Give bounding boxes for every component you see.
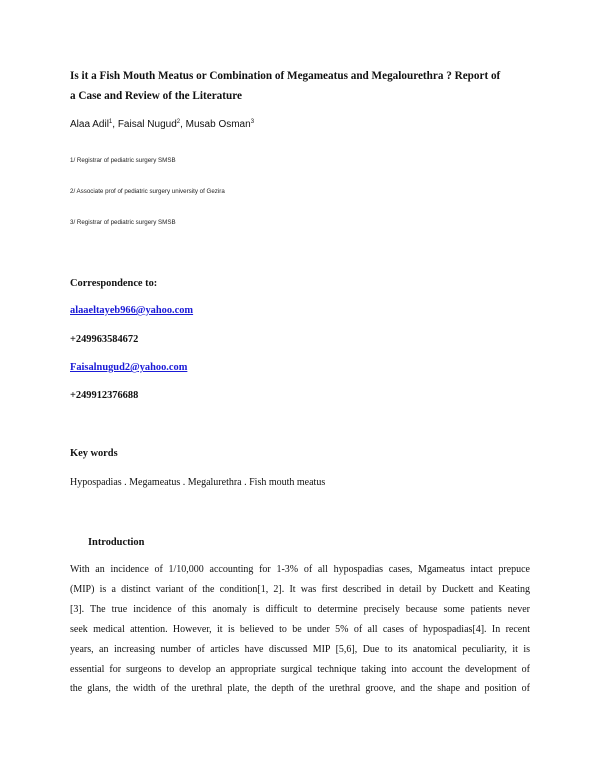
affiliation-3: 3/ Registrar of pediatric surgery SMSB: [70, 219, 176, 226]
author-affiliation-mark: 3: [250, 119, 255, 125]
email-link-1[interactable]: alaaeltayeb966@yahoo.com: [70, 305, 194, 316]
author-list: [70, 119, 254, 130]
paragraph-line: seek medical attention. However, it is believed to be under 5% of all cases of hypospadias[4]. In recent: [70, 623, 530, 635]
correspondence-label: Correspondence to:: [70, 278, 158, 289]
affiliation-2: 2/ Associate prof of pediatric surgery university of Gezira: [70, 188, 225, 195]
introduction-paragraph: [70, 560, 530, 699]
paragraph-line: (MIP) is a distinct variant of the condition[1, 2]. It was first described in detail by Duckett and Keating: [70, 583, 530, 595]
author-affiliation-mark: 1: [108, 119, 113, 125]
author-name: Musab Osman: [185, 119, 251, 130]
author-separator: ,: [180, 119, 186, 130]
title-line-1: Is it a Fish Mouth Meatus or Combination of Megameatus and Megalourethra ? Report of: [70, 70, 501, 82]
author-name: Alaa Adil: [70, 119, 109, 130]
affiliation-1: 1/ Registrar of pediatric surgery SMSB: [70, 157, 176, 164]
email-link-2[interactable]: Faisalnugud2@yahoo.com: [70, 362, 188, 373]
paragraph-line: the glans, the width of the urethral plate, the depth of the urethral groove, and the shape and position of: [70, 683, 530, 695]
introduction-heading: Introduction: [88, 537, 145, 548]
author-affiliation-mark: 2: [176, 119, 181, 125]
keywords-label: Key words: [70, 448, 118, 459]
title-line-2: a Case and Review of the Literature: [70, 90, 242, 102]
keywords-text: Hypospadias . Megameatus . Megalurethra . Fish mouth meatus: [70, 477, 326, 488]
paragraph-line: essential for surgeons to develop an appropriate surgical technique taking into account the development of: [70, 663, 530, 675]
author-separator: ,: [112, 119, 118, 130]
paragraph-line: [3]. The true incidence of this anomaly is difficult to determine precisely because some patients never: [70, 603, 530, 615]
paragraph-line: years, an increasing number of articles have discussed MIP [5,6], Due to its anatomical peculiarity, it is: [70, 643, 530, 655]
phone-1: +249963584672: [70, 334, 139, 345]
phone-2: +249912376688: [70, 390, 139, 401]
paragraph-line: With an incidence of 1/10,000 accounting for 1-3% of all hypospadias cases, Mgameatus intact prepuce: [70, 564, 530, 575]
paper-title: [70, 66, 540, 106]
author-name: Faisal Nugud: [117, 119, 177, 130]
